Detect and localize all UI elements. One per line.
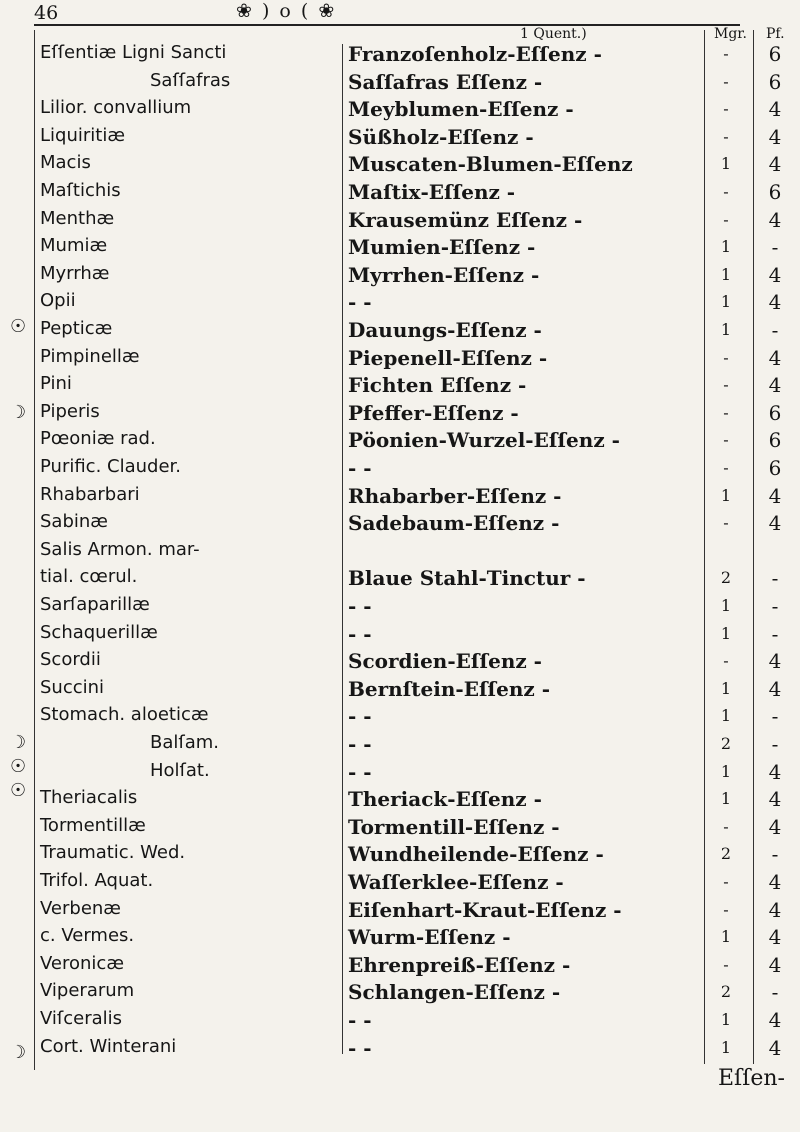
price-mgr: ‑: [723, 402, 729, 422]
latin-name: Pini: [40, 373, 72, 395]
table-row: [0, 484, 800, 510]
table-row: [0, 401, 800, 427]
price-mgr: ‑: [723, 99, 729, 119]
german-name: Mumien‑Eſſenz ‑: [348, 235, 536, 260]
table-row: [0, 125, 800, 151]
german-name: Blaue Stahl‑Tinctur ‑: [348, 566, 586, 591]
price-mgr: 1: [720, 292, 732, 312]
price-mgr: 1: [720, 927, 732, 947]
latin-name: Theriacalis: [40, 787, 138, 809]
price-mgr: 2: [720, 982, 732, 1002]
table-row: [0, 898, 800, 924]
german-name: Rhabarber‑Eſſenz ‑: [348, 483, 562, 508]
latin-name: Pepticæ: [40, 318, 113, 339]
price-pf: 4: [768, 676, 782, 701]
german-name: Theriack‑Eſſenz ‑: [348, 787, 542, 812]
table-row: [0, 208, 800, 234]
latin-name: Cort. Winterani: [40, 1035, 177, 1057]
table-row: [0, 511, 800, 537]
latin-name: Traumatic. Wed.: [40, 842, 186, 864]
table-row: [0, 787, 800, 813]
price-pf: 6: [768, 42, 782, 66]
german-name: Ehrenpreiß‑Eſſenz ‑: [348, 952, 571, 977]
price-pf: 6: [768, 180, 782, 204]
latin-name: Maſtichis: [40, 180, 121, 201]
latin-name: Pimpinellæ: [40, 345, 140, 367]
price-pf: 4: [768, 207, 782, 232]
price-pf: 4: [768, 952, 782, 977]
price-mgr: ‑: [723, 347, 729, 367]
latin-name: Sarſaparillæ: [40, 594, 150, 615]
german-name: ‑ ‑: [348, 290, 372, 315]
price-mgr: 1: [720, 485, 732, 505]
price-pf: ‑: [771, 594, 779, 618]
latin-name: Liquiritiæ: [40, 124, 125, 146]
german-name: Tormentill‑Eſſenz ‑: [348, 814, 560, 839]
table-row: [0, 70, 800, 96]
price-mgr: 1: [720, 1037, 732, 1057]
price-mgr: 1: [720, 1010, 732, 1029]
price-mgr: 1: [720, 264, 732, 284]
sun-symbol: ☉: [10, 756, 27, 777]
moon-symbol: ☽: [10, 732, 27, 753]
price-mgr: 2: [720, 844, 732, 864]
latin-name: Menthæ: [40, 207, 115, 229]
price-pf: ‑: [771, 621, 779, 646]
german-name: ‑ ‑: [348, 456, 372, 480]
price-mgr: ‑: [723, 44, 729, 63]
latin-name: Myrrhæ: [40, 262, 110, 284]
table-row: [0, 152, 800, 178]
german-name: Pfeffer‑Eſſenz ‑: [348, 400, 519, 425]
table-row: [0, 760, 800, 786]
german-name: ‑ ‑: [348, 1008, 372, 1032]
german-name: Wundheilende‑Eſſenz ‑: [348, 842, 604, 867]
price-mgr: ‑: [723, 816, 729, 836]
price-pf: 4: [768, 345, 782, 370]
german-name: Waſſerklee‑Eſſenz ‑: [348, 870, 564, 894]
price-pf: 4: [768, 97, 782, 122]
latin-name: Succini: [40, 676, 105, 698]
german-name: Dauungs‑Eſſenz ‑: [348, 318, 542, 342]
price-mgr: ‑: [723, 651, 729, 671]
german-name: Wurm‑Eſſenz ‑: [348, 925, 511, 950]
price-mgr: 2: [720, 568, 732, 588]
german-name: ‑ ‑: [348, 704, 372, 729]
table-row: [0, 263, 800, 289]
latin-name: Rhabarbari: [40, 483, 140, 505]
price-pf: ‑: [771, 980, 779, 1005]
latin-name: Eſſentiæ Ligni Sancti: [40, 42, 227, 63]
price-pf: ‑: [771, 842, 779, 867]
table-row: [0, 980, 800, 1006]
german-name: Eiſenhart‑Kraut‑Eſſenz ‑: [348, 897, 622, 922]
table-row: [0, 539, 800, 565]
sun-symbol: ☉: [10, 316, 27, 337]
table-row: [0, 373, 800, 399]
price-pf: 4: [768, 870, 782, 894]
table-row: [0, 953, 800, 979]
header-rule: [34, 24, 740, 26]
price-pf: 4: [768, 759, 782, 784]
latin-name: Tormentillæ: [40, 814, 146, 836]
latin-name: Lilior. convallium: [40, 97, 192, 119]
table-row: [0, 594, 800, 620]
latin-name: Balſam.: [150, 732, 220, 753]
german-name: Pöonien‑Wurzel‑Eſſenz ‑: [348, 428, 620, 453]
table-row: [0, 42, 800, 68]
price-mgr: 1: [720, 623, 732, 643]
table-row: [0, 704, 800, 730]
price-mgr: 1: [720, 789, 732, 809]
price-pf: ‑: [771, 704, 779, 729]
table-row: [0, 566, 800, 592]
latin-name: Pœoniæ rad.: [40, 428, 156, 450]
table-row: [0, 456, 800, 482]
price-pf: ‑: [771, 318, 779, 342]
table-row: [0, 815, 800, 841]
german-name: Scordien‑Eſſenz ‑: [348, 649, 542, 674]
price-pf: 4: [768, 262, 782, 287]
price-mgr: ‑: [723, 513, 729, 533]
column-heading-pf: Pf.: [766, 26, 785, 42]
table-row: [0, 622, 800, 648]
price-mgr: ‑: [723, 375, 729, 395]
german-name: Bernſtein‑Eſſenz ‑: [348, 676, 551, 701]
german-name: ‑ ‑: [348, 1035, 372, 1060]
table-row: [0, 318, 800, 344]
price-mgr: 1: [720, 154, 732, 174]
price-pf: 6: [768, 456, 782, 480]
price-pf: 4: [768, 1035, 782, 1060]
german-name: ‑ ‑: [348, 621, 372, 646]
german-name: Fichten Eſſenz ‑: [348, 373, 527, 398]
german-name: ‑ ‑: [348, 759, 372, 784]
latin-name: Schaquerillæ: [40, 621, 158, 643]
price-mgr: ‑: [723, 458, 729, 477]
latin-name: Purific. Clauder.: [40, 456, 182, 477]
latin-name: Trifol. Aquat.: [40, 870, 154, 891]
price-pf: 4: [768, 649, 782, 674]
column-heading-mgr: Mgr.: [714, 26, 747, 42]
latin-name: Opii: [40, 290, 76, 312]
table-row: [0, 235, 800, 261]
table-row: [0, 1036, 800, 1062]
latin-name: Mumiæ: [40, 235, 108, 257]
price-mgr: 2: [720, 734, 732, 753]
page-number: 46: [34, 2, 59, 24]
price-mgr: 1: [720, 678, 732, 698]
price-mgr: 1: [720, 596, 732, 615]
table-row: [0, 677, 800, 703]
header-ornament: ❀ ) o ( ❀: [236, 0, 337, 22]
price-mgr: 1: [720, 761, 732, 781]
latin-name: Scordii: [40, 649, 101, 671]
german-name: Süßholz‑Eſſenz ‑: [348, 124, 534, 149]
price-mgr: ‑: [723, 126, 729, 146]
table-row: [0, 346, 800, 372]
price-mgr: ‑: [723, 899, 729, 919]
catchword: Eſſen-: [718, 1066, 785, 1091]
german-name: Meyblumen‑Eſſenz ‑: [348, 97, 574, 122]
german-name: Schlangen‑Eſſenz ‑: [348, 980, 561, 1005]
latin-name: Viſceralis: [40, 1008, 123, 1029]
latin-name: c. Vermes.: [40, 925, 135, 947]
german-name: Saſſafras Eſſenz ‑: [348, 69, 543, 94]
price-mgr: 1: [720, 706, 732, 726]
table-row: [0, 732, 800, 758]
price-pf: ‑: [771, 566, 779, 591]
latin-name: Stomach. aloeticæ: [40, 704, 209, 726]
price-mgr: 1: [720, 320, 732, 339]
table-row: [0, 842, 800, 868]
german-name: Maſtix‑Eſſenz ‑: [348, 180, 516, 204]
price-pf: 4: [768, 1008, 782, 1032]
price-pf: 4: [768, 925, 782, 950]
price-pf: ‑: [771, 732, 779, 756]
latin-name: Sabinæ: [40, 511, 108, 533]
german-name: Piepenell‑Eſſenz ‑: [348, 345, 548, 370]
table-row: [0, 925, 800, 951]
german-name: Sadebaum‑Eſſenz ‑: [348, 511, 560, 536]
price-mgr: ‑: [723, 430, 729, 450]
price-mgr: ‑: [723, 71, 729, 91]
page-header: [0, 0, 800, 40]
price-pf: 4: [768, 152, 782, 177]
latin-name: Veronicæ: [40, 952, 124, 974]
price-pf: 4: [768, 787, 782, 812]
german-name: ‑ ‑: [348, 594, 372, 618]
german-name: Myrrhen‑Eſſenz ‑: [348, 262, 540, 287]
latin-name: Macis: [40, 152, 91, 174]
unit-heading: 1 Quent.): [520, 26, 587, 42]
sun-symbol: ☉: [10, 780, 27, 801]
price-pf: 4: [768, 124, 782, 149]
german-name: Muscaten‑Blumen‑Eſſenz: [348, 152, 633, 177]
price-pf: 4: [768, 373, 782, 398]
price-pf: 4: [768, 483, 782, 508]
price-mgr: ‑: [723, 954, 729, 974]
price-pf: 4: [768, 897, 782, 922]
price-pf: 4: [768, 511, 782, 536]
price-pf: 6: [768, 69, 782, 94]
latin-name: Saſſafras: [150, 69, 231, 91]
german-name: Franzoſenholz‑Eſſenz ‑: [348, 42, 602, 66]
german-name: Krausemünz Eſſenz ‑: [348, 207, 583, 232]
price-mgr: ‑: [723, 209, 729, 229]
price-mgr: ‑: [723, 872, 729, 891]
latin-name: tial. cœrul.: [40, 566, 138, 588]
table-row: [0, 870, 800, 896]
price-pf: 4: [768, 814, 782, 839]
latin-name: Piperis: [40, 400, 100, 422]
table-row: [0, 1008, 800, 1034]
moon-symbol: ☽: [10, 402, 27, 423]
latin-name: Verbenæ: [40, 897, 121, 919]
price-mgr: ‑: [723, 182, 729, 201]
price-pf: 6: [768, 400, 782, 425]
price-pf: 4: [768, 290, 782, 315]
table-row: [0, 180, 800, 206]
latin-name: Viperarum: [40, 980, 135, 1002]
price-mgr: 1: [720, 237, 732, 257]
german-name: ‑ ‑: [348, 732, 372, 756]
price-pf: ‑: [771, 235, 779, 260]
latin-name: Salis Armon. mar-: [40, 538, 200, 560]
table-row: [0, 649, 800, 675]
table-row: [0, 428, 800, 454]
moon-symbol: ☽: [10, 1042, 27, 1063]
table-row: [0, 97, 800, 123]
price-pf: 6: [768, 428, 782, 453]
latin-name: Holſat.: [150, 759, 210, 781]
table-row: [0, 290, 800, 316]
